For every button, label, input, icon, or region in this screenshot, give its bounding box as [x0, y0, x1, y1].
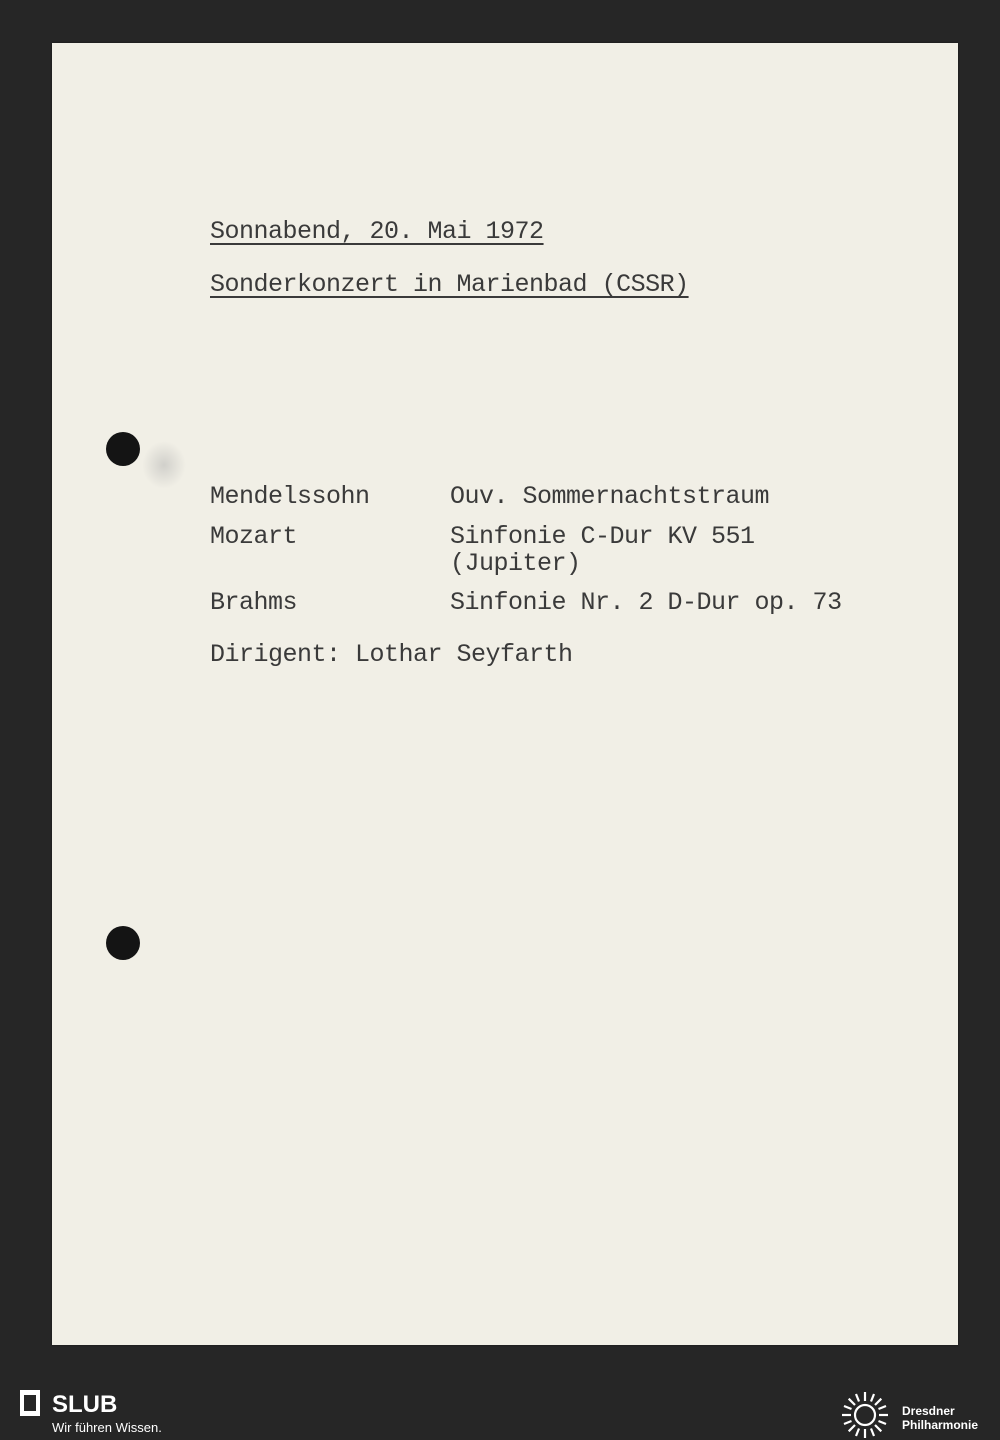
- program-work: Sinfonie Nr. 2 D-Dur op. 73: [450, 588, 842, 617]
- footer-bar: [0, 1378, 1000, 1439]
- slub-logo-icon: [20, 1390, 40, 1416]
- paper-smudge: [142, 441, 186, 489]
- program-work: Sinfonie C-Dur KV 551: [450, 522, 755, 551]
- program-composer: Mozart: [210, 522, 298, 551]
- philharmonie-logo-icon: [840, 1390, 890, 1440]
- punch-hole: [106, 432, 140, 466]
- document-page: [52, 43, 958, 1345]
- program-work-subtitle: (Jupiter): [450, 549, 581, 578]
- partner-name: [902, 1404, 978, 1432]
- partner-name-line1: Dresdner: [902, 1404, 955, 1418]
- program-work: Ouv. Sommernachtstraum: [450, 482, 770, 511]
- program-composer: Brahms: [210, 588, 298, 617]
- conductor-line: Dirigent: Lothar Seyfarth: [210, 640, 573, 669]
- concert-date: Sonnabend, 20. Mai 1972: [210, 217, 544, 246]
- punch-hole: [106, 926, 140, 960]
- concert-title: Sonderkonzert in Marienbad (CSSR): [210, 270, 689, 299]
- library-name: SLUB: [52, 1391, 118, 1418]
- program-composer: Mendelssohn: [210, 482, 370, 511]
- library-tagline: Wir führen Wissen.: [52, 1420, 162, 1435]
- partner-name-line2: Philharmonie: [902, 1418, 979, 1432]
